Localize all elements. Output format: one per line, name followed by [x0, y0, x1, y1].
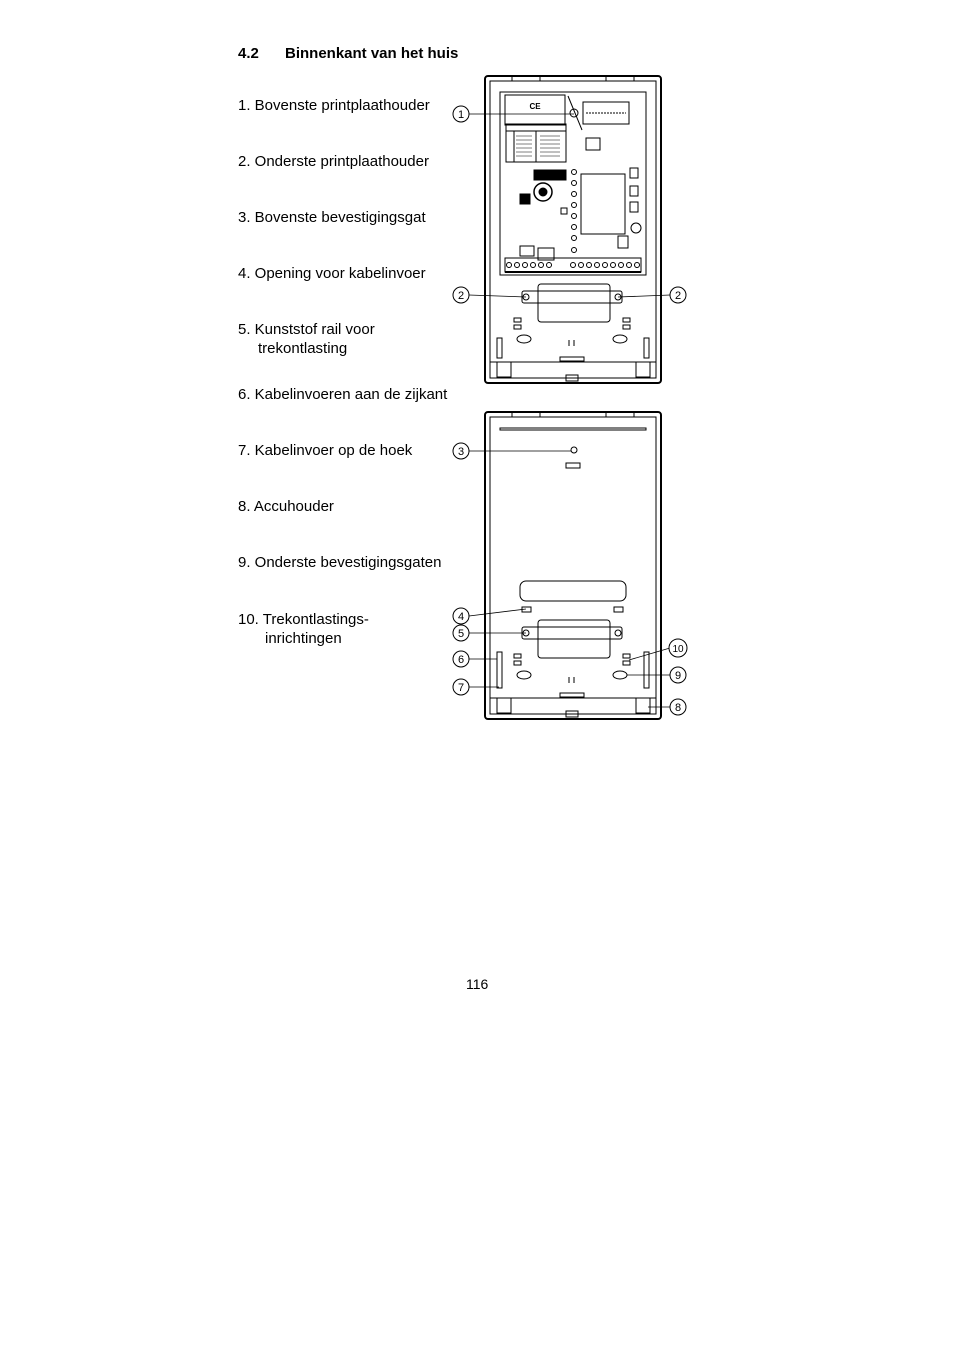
callout-1: [453, 106, 469, 122]
housing-top: [485, 76, 661, 383]
list-item: 3. Bovenste bevestigingsgat: [238, 209, 426, 226]
svg-text:10: 10: [672, 644, 684, 655]
relay: [581, 174, 625, 234]
page-number: 116: [466, 976, 489, 992]
list-item: 8. Accuhouder: [238, 498, 334, 515]
list-item: 7. Kabelinvoer op de hoek: [238, 442, 413, 459]
section-number: 4.2: [238, 45, 259, 62]
list-item: 9. Onderste bevestigingsgaten: [238, 554, 442, 571]
svg-text:1: 1: [457, 109, 465, 121]
list-item: 10. Trekontlastings- inrichtingen: [238, 611, 369, 647]
list-item: 5. Kunststof rail voor trekontlasting: [238, 321, 375, 357]
list-item: 4. Opening voor kabelinvoer: [238, 265, 426, 282]
svg-text:2: 2: [674, 290, 682, 302]
callout-3: [453, 443, 469, 459]
svg-text:6: 6: [457, 654, 465, 666]
list-item: 1. Bovenste printplaathouder: [238, 97, 430, 114]
callout-markers: [453, 106, 687, 715]
callout-7: [453, 679, 469, 695]
list-item: 2. Onderste printplaathouder: [238, 153, 429, 170]
callout-6: [453, 651, 469, 667]
callout-4: [453, 608, 469, 624]
section-title: Binnenkant van het huis: [285, 45, 459, 62]
svg-text:7: 7: [457, 682, 465, 694]
callout-9: [670, 667, 686, 683]
svg-text:CE: CE: [529, 102, 541, 111]
svg-text:3: 3: [457, 446, 465, 458]
svg-text:8: 8: [674, 702, 682, 714]
terminal-strip: [505, 258, 641, 272]
svg-text:2: 2: [457, 290, 465, 302]
svg-text:9: 9: [674, 670, 682, 682]
callout-leaders: [469, 114, 670, 707]
callout-10: [669, 639, 687, 657]
svg-text:4: 4: [457, 611, 465, 623]
housing-bottom: [485, 412, 661, 719]
callout-8: [670, 699, 686, 715]
list-item: 6. Kabelinvoeren aan de zijkant: [238, 386, 448, 403]
svg-text:5: 5: [457, 628, 465, 640]
callout-5: [453, 625, 469, 641]
callout-2-right: [670, 287, 686, 303]
callout-2-left: [453, 287, 469, 303]
